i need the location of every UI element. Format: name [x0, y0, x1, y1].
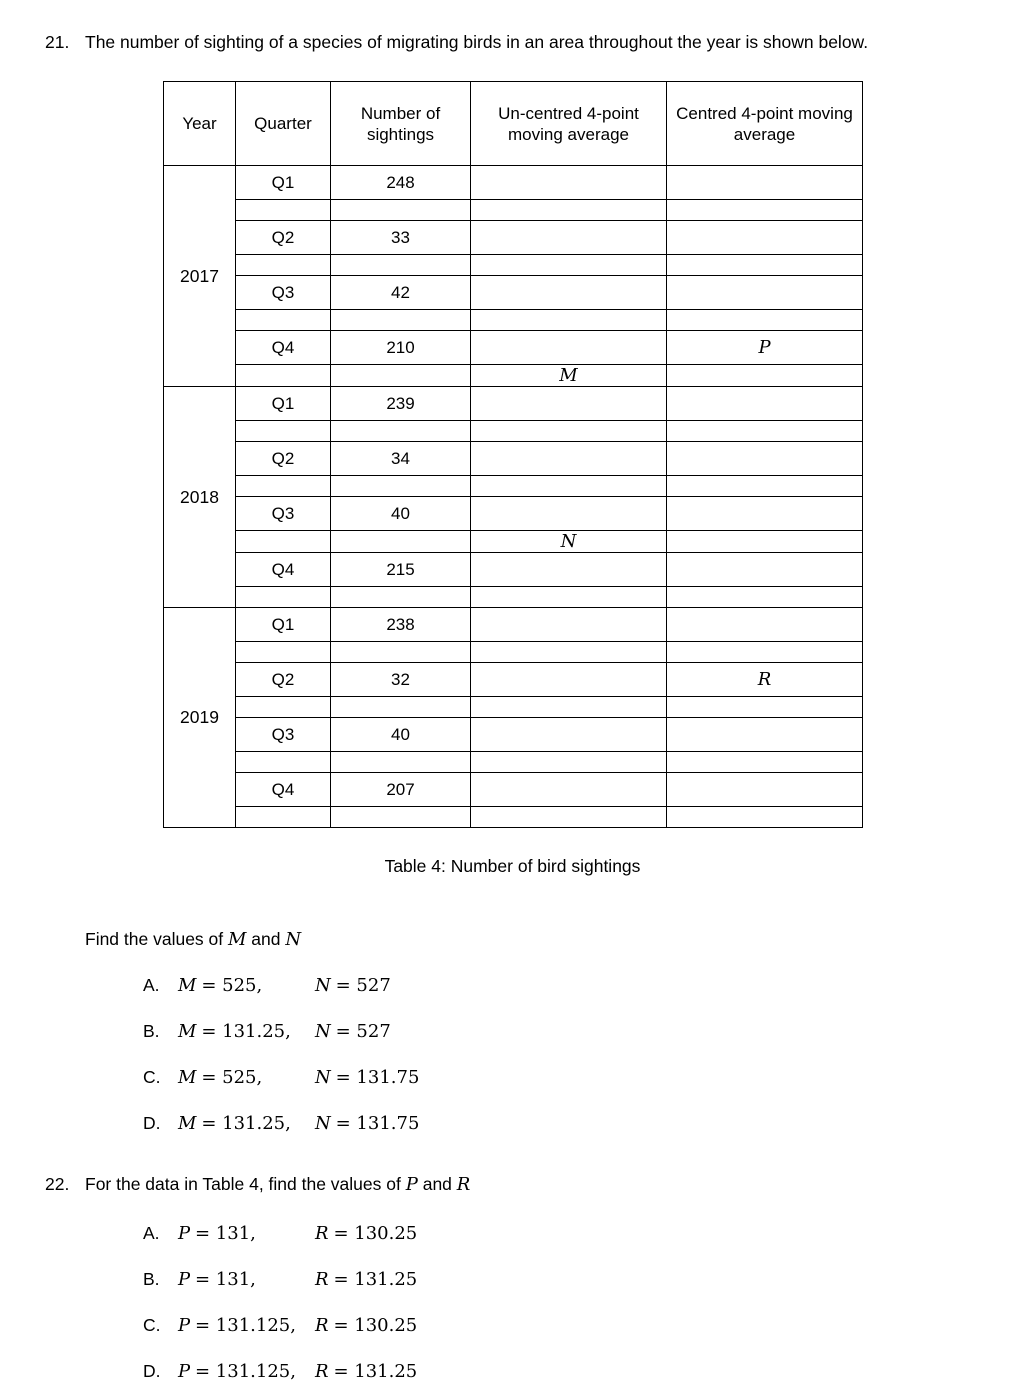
option-second-value — [315, 1067, 419, 1088]
spacer-centred-moving-average-cell — [667, 255, 863, 276]
spacer-centred-moving-average-cell — [667, 421, 863, 442]
option-22-c — [143, 1315, 1028, 1336]
prompt-22-var-r: R — [456, 1174, 471, 1196]
option-num: = 131.25, — [201, 1113, 291, 1135]
centred-moving-average-cell — [667, 497, 863, 531]
prompt-21-mid: and — [246, 929, 286, 950]
uncentred-moving-average-cell — [471, 442, 667, 476]
option-label: D. — [143, 1113, 161, 1134]
option-second-value — [315, 1315, 417, 1336]
option-num: = 131.125, — [195, 1361, 296, 1382]
option-label: B. — [143, 1021, 160, 1042]
spacer-quarter-cell — [236, 531, 331, 553]
option-second-value — [315, 1269, 417, 1290]
spacer-uncentred-moving-average-cell: M — [471, 365, 667, 387]
centred-moving-average-cell — [667, 221, 863, 255]
spacer-quarter-cell — [236, 697, 331, 718]
quarter-row — [164, 221, 863, 255]
spacer-row — [164, 476, 863, 497]
question-21-number: 21. — [45, 32, 70, 52]
option-first-value — [178, 1361, 315, 1382]
quarter-row — [164, 773, 863, 807]
prompt-22-prefix: For the data in Table 4, find the values of — [85, 1174, 406, 1195]
spacer-sightings-cell — [331, 255, 471, 276]
spacer-row — [164, 255, 863, 276]
sightings-value: 32 — [331, 663, 471, 697]
centred-moving-average-cell — [667, 276, 863, 310]
centred-moving-average-cell — [667, 166, 863, 200]
prompt-21-var-m: M — [228, 929, 247, 951]
sightings-value: 215 — [331, 553, 471, 587]
centred-moving-average-cell — [667, 553, 863, 587]
sightings-value: 33 — [331, 221, 471, 255]
spacer-quarter-cell — [236, 421, 331, 442]
option-22-d — [143, 1361, 1028, 1382]
option-var: N — [315, 1113, 331, 1135]
option-num: = 131.25 — [333, 1361, 418, 1382]
spacer-uncentred-moving-average-cell — [471, 421, 667, 442]
spacer-centred-moving-average-cell — [667, 752, 863, 773]
spacer-centred-moving-average-cell — [667, 200, 863, 221]
quarter-row — [164, 608, 863, 642]
table-header-row — [164, 82, 863, 166]
option-21-b — [143, 1021, 1028, 1042]
spacer-quarter-cell — [236, 642, 331, 663]
option-first-value — [178, 1021, 315, 1042]
sightings-table-body — [164, 166, 863, 828]
prompt-21-prefix: Find the values of — [85, 929, 228, 950]
spacer-row — [164, 531, 863, 553]
quarter-row — [164, 497, 863, 531]
option-num: = 527 — [335, 1021, 391, 1043]
spacer-uncentred-moving-average-cell — [471, 752, 667, 773]
sightings-value: 40 — [331, 497, 471, 531]
quarter-label: Q3 — [236, 276, 331, 310]
uncentred-moving-average-cell — [471, 387, 667, 421]
sightings-value: 238 — [331, 608, 471, 642]
sightings-value: 34 — [331, 442, 471, 476]
option-var: N — [315, 975, 331, 997]
year-label: 2018 — [164, 387, 236, 608]
option-var: P — [178, 1361, 191, 1382]
spacer-quarter-cell — [236, 476, 331, 497]
quarter-row — [164, 442, 863, 476]
uncentred-moving-average-cell — [471, 221, 667, 255]
option-num: = 130.25 — [333, 1223, 418, 1245]
uncentred-moving-average-cell — [471, 166, 667, 200]
spacer-quarter-cell — [236, 752, 331, 773]
spacer-quarter-cell — [236, 365, 331, 387]
option-21-d — [143, 1113, 1028, 1134]
header-uncentred: Un-centred 4-point moving average — [471, 82, 667, 166]
option-second-value — [315, 1113, 419, 1134]
prompt-21-var-n: N — [285, 929, 302, 951]
uncentred-moving-average-cell — [471, 773, 667, 807]
spacer-sightings-cell — [331, 587, 471, 608]
spacer-uncentred-moving-average-cell — [471, 587, 667, 608]
option-21-a — [143, 975, 1028, 996]
option-num: = 131.25 — [333, 1269, 418, 1291]
uncentred-moving-average-cell — [471, 553, 667, 587]
spacer-row — [164, 365, 863, 387]
prompt-22-mid: and — [417, 1174, 457, 1195]
spacer-centred-moving-average-cell — [667, 476, 863, 497]
spacer-quarter-cell — [236, 200, 331, 221]
spacer-centred-moving-average-cell — [667, 310, 863, 331]
option-var: N — [315, 1021, 331, 1043]
quarter-row — [164, 553, 863, 587]
spacer-centred-moving-average-cell — [667, 807, 863, 828]
spacer-quarter-cell — [236, 255, 331, 276]
option-num: = 131.125, — [195, 1315, 296, 1337]
spacer-quarter-cell — [236, 587, 331, 608]
option-num: = 525, — [201, 1067, 263, 1089]
option-num: = 130.25 — [333, 1315, 418, 1337]
uncentred-moving-average-cell — [471, 497, 667, 531]
spacer-centred-moving-average-cell — [667, 642, 863, 663]
sightings-value: 248 — [331, 166, 471, 200]
option-num: = 131, — [195, 1269, 256, 1291]
spacer-sightings-cell — [331, 476, 471, 497]
option-num: = 131, — [195, 1223, 256, 1245]
spacer-row — [164, 642, 863, 663]
spacer-sightings-cell — [331, 807, 471, 828]
spacer-uncentred-moving-average-cell — [471, 255, 667, 276]
spacer-uncentred-moving-average-cell — [471, 200, 667, 221]
year-label: 2019 — [164, 608, 236, 828]
quarter-row — [164, 663, 863, 697]
sightings-value: 207 — [331, 773, 471, 807]
sightings-value: 239 — [331, 387, 471, 421]
quarter-label: Q3 — [236, 497, 331, 531]
quarter-label: Q4 — [236, 773, 331, 807]
option-22-b — [143, 1269, 1028, 1290]
quarter-label: Q1 — [236, 166, 331, 200]
year-label: 2017 — [164, 166, 236, 387]
prompt-22-var-p: P — [405, 1174, 418, 1196]
spacer-centred-moving-average-cell — [667, 697, 863, 718]
spacer-centred-moving-average-cell — [667, 587, 863, 608]
quarter-label: Q4 — [236, 331, 331, 365]
spacer-sightings-cell — [331, 642, 471, 663]
spacer-sightings-cell — [331, 697, 471, 718]
option-var: N — [315, 1067, 331, 1089]
quarter-label: Q3 — [236, 718, 331, 752]
option-var: M — [178, 975, 197, 997]
header-year: Year — [164, 82, 236, 166]
quarter-row — [164, 718, 863, 752]
question-21-text: The number of sighting of a species of migrating birds in an area throughout the year is shown below. — [85, 32, 869, 52]
uncentred-moving-average-cell — [471, 331, 667, 365]
option-second-value — [315, 1223, 417, 1244]
option-first-value — [178, 1067, 315, 1088]
spacer-uncentred-moving-average-cell — [471, 642, 667, 663]
quarter-label: Q1 — [236, 608, 331, 642]
sightings-value: 40 — [331, 718, 471, 752]
option-second-value — [315, 1021, 391, 1042]
spacer-uncentred-moving-average-cell — [471, 310, 667, 331]
option-label: C. — [143, 1315, 161, 1336]
option-var: M — [178, 1113, 197, 1135]
option-label: A. — [143, 1223, 160, 1244]
spacer-uncentred-moving-average-cell: N — [471, 531, 667, 553]
option-first-value — [178, 975, 315, 996]
centred-moving-average-cell — [667, 442, 863, 476]
spacer-uncentred-moving-average-cell — [471, 807, 667, 828]
spacer-sightings-cell — [331, 365, 471, 387]
question-22-text — [85, 1172, 965, 1198]
option-var: R — [315, 1223, 329, 1245]
spacer-row — [164, 200, 863, 221]
question-22-options — [143, 1223, 1028, 1382]
option-var: P — [178, 1223, 191, 1245]
table-wrapper — [163, 81, 1028, 828]
question-22 — [45, 1172, 1028, 1198]
option-var: R — [315, 1361, 329, 1382]
spacer-quarter-cell — [236, 807, 331, 828]
centred-moving-average-cell — [667, 718, 863, 752]
option-num: = 525, — [201, 975, 263, 997]
quarter-label: Q2 — [236, 442, 331, 476]
quarter-label: Q2 — [236, 663, 331, 697]
question-21 — [45, 30, 1028, 55]
option-var: R — [315, 1269, 329, 1291]
table-caption: Table 4: Number of bird sightings — [384, 856, 641, 877]
option-first-value — [178, 1269, 315, 1290]
option-num: = 131.75 — [335, 1113, 420, 1135]
spacer-sightings-cell — [331, 421, 471, 442]
quarter-label: Q1 — [236, 387, 331, 421]
sightings-table — [163, 81, 863, 828]
spacer-row — [164, 310, 863, 331]
header-centred: Centred 4-point moving average — [667, 82, 863, 166]
option-22-a — [143, 1223, 1028, 1244]
centred-moving-average-cell — [667, 387, 863, 421]
uncentred-moving-average-cell — [471, 276, 667, 310]
option-second-value — [315, 975, 391, 996]
quarter-label: Q2 — [236, 221, 331, 255]
spacer-row — [164, 807, 863, 828]
option-label: C. — [143, 1067, 161, 1088]
option-var: M — [178, 1067, 197, 1089]
option-label: D. — [143, 1361, 161, 1382]
spacer-quarter-cell — [236, 310, 331, 331]
spacer-row — [164, 421, 863, 442]
quarter-row — [164, 166, 863, 200]
option-var: M — [178, 1021, 197, 1043]
question-22-number: 22. — [45, 1174, 70, 1195]
header-quarter: Quarter — [236, 82, 331, 166]
option-second-value — [315, 1361, 417, 1382]
option-21-c — [143, 1067, 1028, 1088]
sightings-value: 210 — [331, 331, 471, 365]
spacer-uncentred-moving-average-cell — [471, 697, 667, 718]
uncentred-moving-average-cell — [471, 663, 667, 697]
option-label: B. — [143, 1269, 160, 1290]
quarter-row — [164, 276, 863, 310]
spacer-row — [164, 697, 863, 718]
header-sightings: Number of sightings — [331, 82, 471, 166]
quarter-row — [164, 387, 863, 421]
centred-moving-average-cell: P — [667, 331, 863, 365]
spacer-sightings-cell — [331, 531, 471, 553]
spacer-row — [164, 587, 863, 608]
spacer-centred-moving-average-cell — [667, 365, 863, 387]
option-num: = 527 — [335, 975, 391, 997]
quarter-row — [164, 331, 863, 365]
centred-moving-average-cell — [667, 773, 863, 807]
question-21-prompt — [85, 929, 1028, 950]
centred-moving-average-cell: R — [667, 663, 863, 697]
spacer-uncentred-moving-average-cell — [471, 476, 667, 497]
spacer-row — [164, 752, 863, 773]
option-label: A. — [143, 975, 160, 996]
option-var: R — [315, 1315, 329, 1337]
question-21-options — [143, 975, 1028, 1134]
spacer-centred-moving-average-cell — [667, 531, 863, 553]
option-var: P — [178, 1269, 191, 1291]
option-var: P — [178, 1315, 191, 1337]
uncentred-moving-average-cell — [471, 608, 667, 642]
option-first-value — [178, 1315, 315, 1336]
centred-moving-average-cell — [667, 608, 863, 642]
option-num: = 131.75 — [335, 1067, 420, 1089]
uncentred-moving-average-cell — [471, 718, 667, 752]
option-num: = 131.25, — [201, 1021, 291, 1043]
spacer-sightings-cell — [331, 752, 471, 773]
quarter-label: Q4 — [236, 553, 331, 587]
spacer-sightings-cell — [331, 310, 471, 331]
sightings-value: 42 — [331, 276, 471, 310]
spacer-sightings-cell — [331, 200, 471, 221]
option-first-value — [178, 1223, 315, 1244]
option-first-value — [178, 1113, 315, 1134]
